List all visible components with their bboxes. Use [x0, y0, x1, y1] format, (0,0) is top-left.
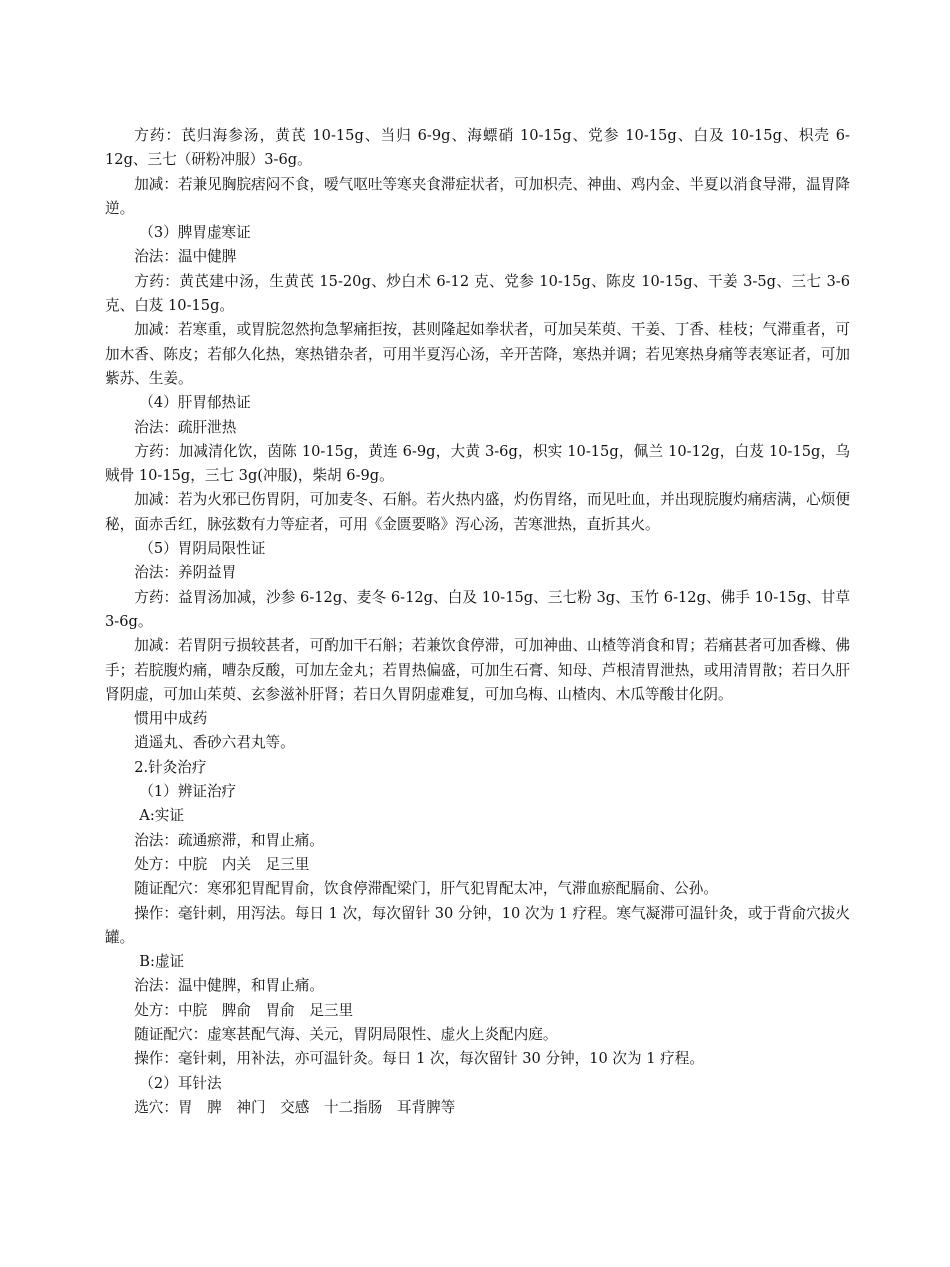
- paragraph-deficiency-method: 治法：温中健脾，和胃止痛。: [134, 977, 324, 995]
- heading-stomach-yin: （5）胃阴局限性证: [139, 540, 266, 558]
- heading-liver-stomach-heat: （4）肝胃郁热证: [139, 394, 251, 412]
- paragraph-treatment-4: 治法：疏肝泄热: [134, 418, 237, 436]
- heading-excess-syndrome: A:实证: [139, 807, 184, 825]
- paragraph-modification-4: 加减：若为火邪已伤胃阴，可加麦冬、石斛。若火热内盛，灼伤胃络，而见吐血，并出现脘腹灼痛痞满，心烦便秘，面赤舌红，脉弦数有力等症者，可用《金匮要略》泻心汤，苦寒泄热，直折其火。: [105, 491, 850, 533]
- paragraph-formula-qigui: 方药：芪归海参汤，黄芪 10-15g、当归 6-9g、海螵硝 10-15g、党参 10-15g、白及 10-15g、枳壳 6-12g、三七（研粉冲服）3-6g。: [105, 127, 850, 169]
- heading-patent-medicine: 惯用中成药: [134, 710, 208, 728]
- paragraph-treatment-5: 治法：养阴益胃: [134, 564, 237, 582]
- paragraph-deficiency-operation: 操作：毫针刺，用补法，亦可温针灸。每日 1 次，每次留针 30 分钟，10 次为 1 疗程。: [134, 1050, 704, 1068]
- paragraph-formula-3: 方药：黄芪建中汤，生黄芪 15-20g、炒白术 6-12 克、党参 10-15g、陈皮 10-15g、干姜 3-5g、三七 3-6 克、白芨 10-15g。: [105, 272, 850, 315]
- paragraph-modification-1: 加减：若兼见胸脘痞闷不食，嗳气呕吐等寒夹食滞症状者，可加枳壳、神曲、鸡内金、半夏以消食导滞，温胃降逆。: [105, 175, 850, 217]
- heading-spleen-stomach-cold: （3）脾胃虚寒证: [139, 224, 251, 242]
- paragraph-formula-5: 方药：益胃汤加减，沙参 6-12g、麦冬 6-12g、白及 10-15g、三七粉 3g、玉竹 6-12g、佛手 10-15g、甘草 3-6g。: [105, 588, 850, 630]
- heading-acupuncture: 2.针灸治疗: [134, 758, 207, 776]
- heading-syndrome-treatment: （1）辨证治疗: [139, 783, 237, 801]
- paragraph-excess-operation: 操作：毫针刺，用泻法。每日 1 次，每次留针 30 分钟，10 次为 1 疗程。寒气凝滞可温针灸，或于背俞穴拔火罐。: [105, 904, 850, 946]
- paragraph-excess-points: 随证配穴：寒邪犯胃配胃俞，饮食停滞配梁门，肝气犯胃配太冲，气滞血瘀配膈俞、公孙。: [134, 880, 718, 898]
- paragraph-excess-prescription: 处方：中脘 内关 足三里: [134, 855, 310, 873]
- heading-ear-acupuncture: （2）耳针法: [139, 1074, 222, 1092]
- paragraph-formula-4: 方药：加减清化饮，茵陈 10-15g，黄连 6-9g，大黄 3-6g，枳实 10-15g，佩兰 10-12g，白芨 10-15g，乌贼骨 10-15g，三七 3g(冲服)，柴胡 6-9g。: [105, 442, 850, 485]
- paragraph-modification-3: 加减：若寒重，或胃脘忽然拘急挈痛拒按，甚则隆起如拳状者，可加吴茱萸、干姜、丁香、桂枝；气滞重者，可加木香、陈皮；若郁久化热，寒热错杂者，可用半夏泻心汤，辛开苦降，寒热并调；若见寒热身痛等表寒证者，可加紫苏、生姜。: [105, 321, 850, 387]
- paragraph-deficiency-prescription: 处方：中脘 脾俞 胃俞 足三里: [134, 1001, 354, 1019]
- paragraph-treatment-3: 治法：温中健脾: [134, 248, 237, 266]
- paragraph-deficiency-points: 随证配穴：虚寒甚配气海、关元，胃阴局限性、虚火上炎配内庭。: [134, 1025, 558, 1043]
- paragraph-modification-5: 加减：若胃阴亏损较甚者，可酌加干石斛；若兼饮食停滞，可加神曲、山楂等消食和胃；若痛甚者可加香橼、佛手；若脘腹灼痛，嘈杂反酸，可加左金丸；若胃热偏盛，可加生石膏、知母、芦根清胃泄热，或用清胃散；若日久肝肾阴虚，可加山茱萸、玄参滋补肝肾；若日久胃阴虚难复，可加乌梅、山楂肉、木瓜等酸甘化阴。: [105, 637, 850, 703]
- paragraph-ear-points: 选穴：胃 脾 神门 交感 十二指肠 耳背脾等: [134, 1098, 456, 1116]
- paragraph-excess-method: 治法：疏通瘀滞，和胃止痛。: [134, 831, 324, 849]
- heading-deficiency-syndrome: B:虚证: [139, 953, 185, 971]
- paragraph-patent-medicine: 逍遥丸、香砂六君丸等。: [134, 734, 295, 752]
